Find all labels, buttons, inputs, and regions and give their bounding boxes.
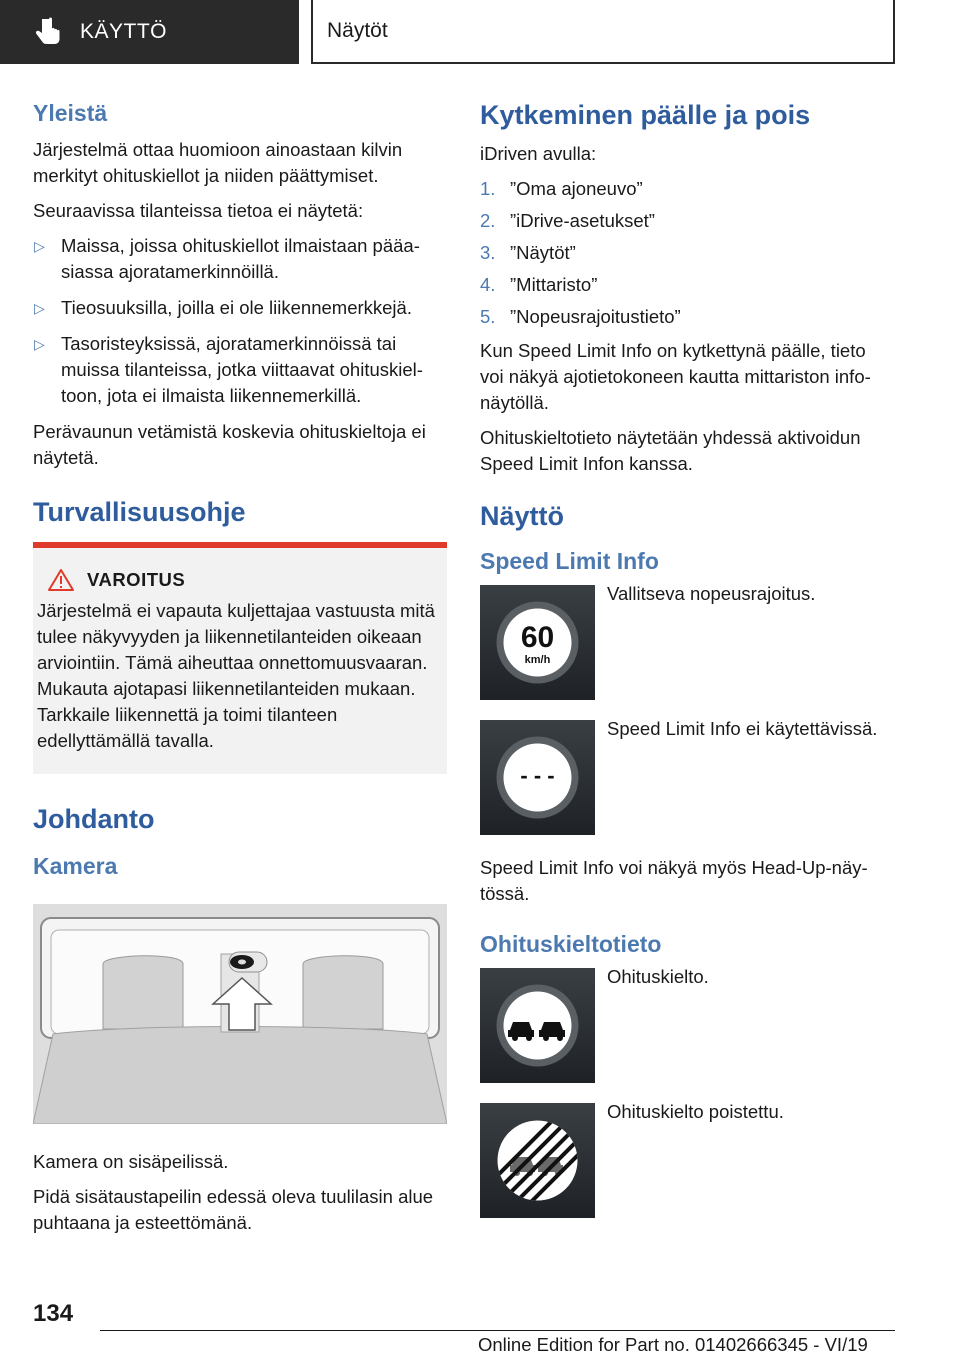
sign1-caption: Vallitseva nopeusrajoitus.: [607, 583, 816, 604]
sign4-caption: Ohituskielto poistettu.: [607, 1101, 784, 1122]
yleista-paragraph-2: Seuraavissa tilanteissa tietoa ei näytetä:: [33, 200, 364, 221]
triangle-bullet-icon: ▷: [34, 336, 45, 352]
warning-box: [33, 542, 447, 774]
speed-limit-sign-icon: [480, 585, 595, 700]
footer-divider: [100, 1330, 895, 1331]
section-label: KÄYTTÖ: [80, 20, 168, 43]
sign-row-unavailable: [480, 720, 894, 835]
step-item: 2. ”iDrive-asetukset”: [480, 210, 655, 231]
exception-list: [33, 233, 447, 409]
step-item: 1. ”Oma ajoneuvo”: [480, 178, 643, 199]
naytto-heading: Näyttö: [480, 501, 565, 531]
warning-title: VAROITUS: [87, 569, 186, 590]
list-item: ▷ Tasoristeyksissä, ajoratamerkinnöissä tai muissa tilanteissa, jotka viittaavat ohituskieltoon, jota ei ilmaista liikennemerkillä.: [34, 333, 423, 406]
step-item: 5. ”Nopeusrajoitustieto”: [480, 306, 681, 327]
chapter-label: Näytöt: [327, 19, 388, 42]
sign-row-speed-limit: [480, 585, 894, 700]
speed-value: 60: [520, 621, 555, 654]
warning-text: Järjestelmä ei vapauta kuljettajaa vastuusta mitä tulee näkyvyyden ja liikennetilanteiden oikeaan arviointiin. Tämä aiheuttaa onnettomuusvaaran. Mukauta ajotapasi liikennetilanteiden mukaan. Tarkkaile liikennettä ja toimi tilanteen edellyttämällä tavalla.: [37, 600, 435, 751]
step-item: 4. ”Mittaristo”: [480, 274, 598, 295]
kytkeminen-paragraph-1: Kun Speed Limit Info on kytkettynä päälle, tieto voi näkyä ajotietokoneen kautta mittariston infonäytöllä.: [480, 340, 871, 413]
speed-limit-info-heading: Speed Limit Info: [480, 548, 659, 574]
kytkeminen-heading: Kytkeminen päälle ja pois: [480, 100, 811, 130]
speed-unit: km/h: [524, 654, 551, 666]
camera-location-illustration: [33, 904, 447, 1124]
chapter-header: [311, 0, 895, 64]
right-column: [480, 100, 894, 1238]
kytkeminen-paragraph-2: Ohituskieltotieto näytetään yhdessä aktivoidun Speed Limit Infon kanssa.: [480, 427, 861, 474]
list-item: ▷ Tieosuuksilla, joilla ei ole liikennemerkkejä.: [33, 295, 447, 321]
section-tab[interactable]: [0, 0, 299, 64]
sign-row-no-overtaking: [480, 968, 894, 1083]
page-number: 134: [33, 1300, 74, 1327]
kamera-paragraph-2: Pidä sisätaustapeilin edessä oleva tuulilasin alue puhtaana ja esteettömänä.: [33, 1186, 434, 1233]
turvallisuus-heading: Turvallisuusohje: [33, 497, 246, 527]
kamera-paragraph-1: Kamera on sisäpeilissä.: [33, 1151, 229, 1172]
speed-limit-info-paragraph: Speed Limit Info voi näkyä myös Head-Up-näytössä.: [480, 857, 868, 904]
end-no-overtaking-sign-icon: [480, 1103, 595, 1218]
edition-note: Online Edition for Part no. 01402666345 - VI/19: [478, 1334, 868, 1355]
menu-path-steps: [480, 176, 894, 330]
left-column: [33, 100, 447, 1245]
unavailable-dashes: - - -: [520, 763, 555, 788]
no-overtaking-sign-icon: [480, 968, 595, 1083]
ohituskielto-heading: Ohituskieltotieto: [480, 931, 662, 957]
sign3-caption: Ohituskielto.: [607, 966, 709, 987]
speed-limit-unavailable-icon: [480, 720, 595, 835]
sign2-caption: Speed Limit Info ei käytettävissä.: [607, 718, 878, 739]
kamera-heading: Kamera: [33, 853, 118, 879]
yleista-paragraph-1: Järjestelmä ottaa huomioon ainoastaan kilvin merkityt ohituskiellot ja niiden päättymiset.: [33, 139, 403, 186]
hand-pointer-icon: [32, 15, 66, 49]
yleista-heading: Yleistä: [33, 100, 108, 126]
list-item: ▷ Maissa, joissa ohituskiellot ilmaistaan pääasiassa ajoratamerkinnöillä.: [34, 235, 420, 282]
warning-triangle-icon: [47, 568, 75, 592]
step-item: 3. ”Näytöt”: [480, 242, 576, 263]
kytkeminen-intro: iDriven avulla:: [480, 143, 597, 164]
sign-row-end-no-overtaking: [480, 1103, 894, 1218]
triangle-bullet-icon: ▷: [34, 238, 45, 254]
yleista-paragraph-3: Perävaunun vetämistä koskevia ohituskieltoja ei näytetä.: [33, 421, 426, 468]
johdanto-heading: Johdanto: [33, 804, 155, 834]
triangle-bullet-icon: ▷: [34, 300, 45, 316]
